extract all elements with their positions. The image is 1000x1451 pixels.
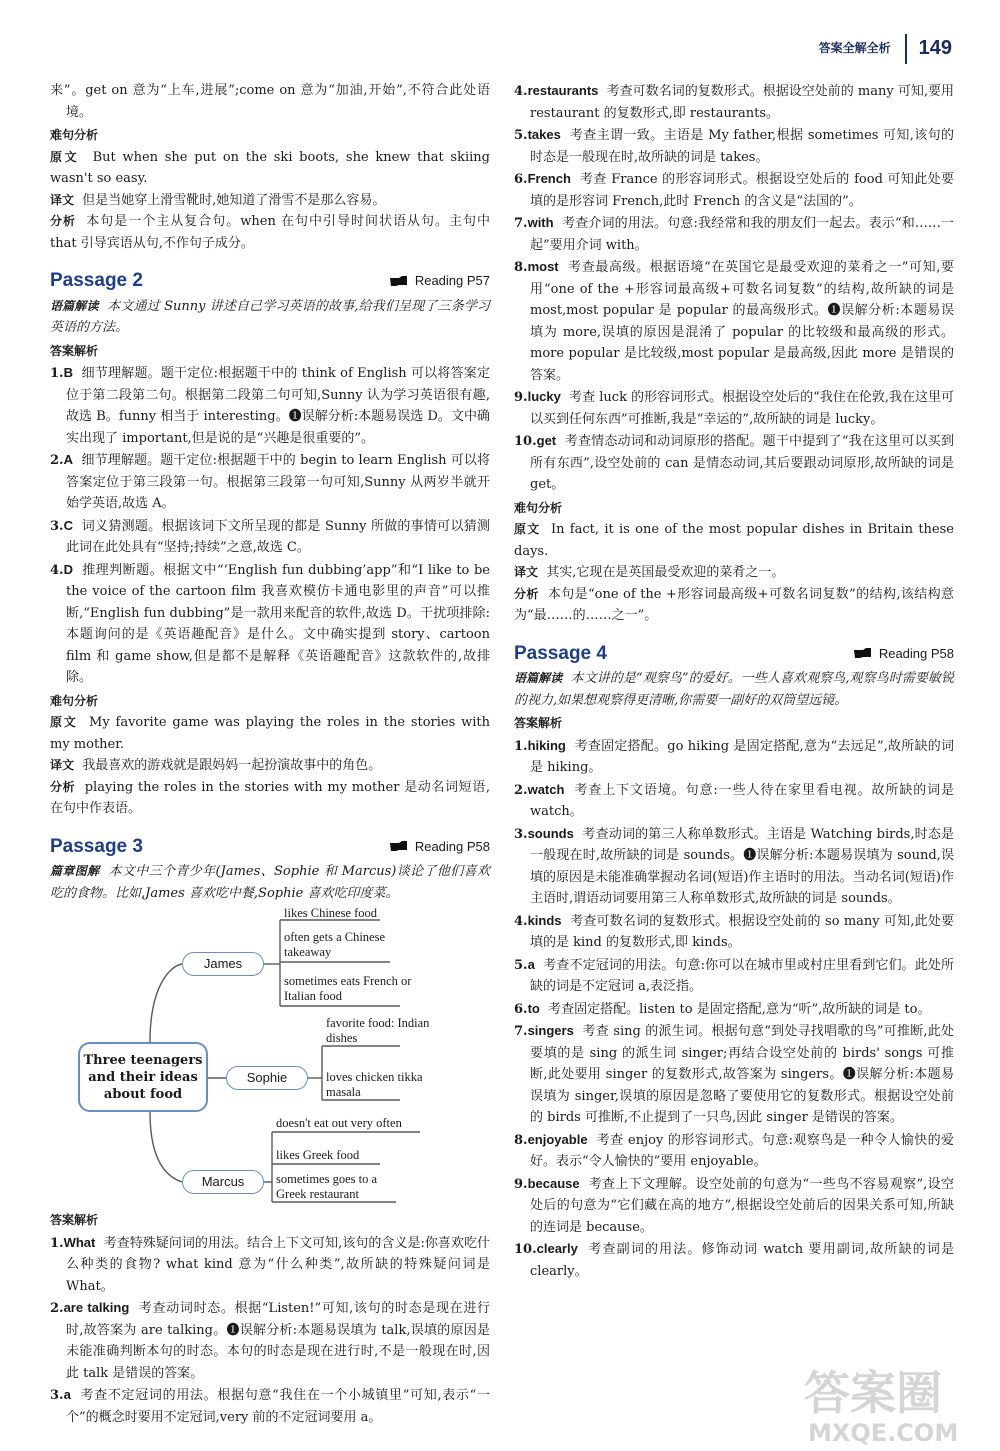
header-divider <box>905 34 907 64</box>
translation: 译文 我最喜欢的游戏就是跟妈妈一起扮演故事中的角色。 <box>50 758 382 773</box>
mind-map-leaf: often gets a Chinese takeaway <box>284 930 386 959</box>
answer-head: 答案解析 <box>514 716 563 730</box>
passage-3-header <box>50 836 490 858</box>
answer-item: 8.enjoyable 考查 enjoy 的形容词形式。句意:观察鸟是一种令人愉快的爱好。表示“令人愉快的”要用 enjoyable。 <box>514 1131 954 1169</box>
mind-map-leaf: likes Greek food <box>276 1148 360 1162</box>
answer-item: 6.to 考查固定搭配。listen to 是固定搭配,意为“听”,故所缺的词是 to。 <box>514 1000 931 1017</box>
right-column <box>514 80 954 1282</box>
watermark-text: 答案圈 <box>804 1366 942 1420</box>
watermark-logo <box>794 1357 974 1447</box>
analysis: 分析 playing the roles in the stories with my mother 是动名词短语,在句中作表语。 <box>50 779 490 816</box>
answer-item: 3.C 词义猜测题。根据该词下文所呈现的都是 Sunny 所做的事情可以猜测此词在此处具有“坚持;持续”之意,故选 C。 <box>50 517 490 555</box>
orig-sentence: 原文 But when she put on the ski boots, she knew that skiing wasn't so easy. <box>50 149 490 186</box>
translation: 译文 但是当她穿上滑雪靴时,她知道了滑雪不是那么容易。 <box>50 192 386 208</box>
answer-item: 9.because 考查上下文理解。设空处前的句意为“一些鸟不容易观察”,设空处后的句意为“它们藏在高的地方”,根据设空处前后的因果关系可知,所缺的连词是 because。 <box>514 1175 955 1235</box>
mind-map <box>50 906 490 1206</box>
mind-map-center: Three teenagers and their ideas about food <box>78 1042 208 1112</box>
watermark-url: MXQE.COM <box>808 1419 959 1447</box>
hard-sentence-head: 难句分析 <box>50 693 99 708</box>
answer-item: 10.get 考查情态动词和动词原形的搭配。题干中提到了“我在这里可以买到所有东西”,设空处前的 can 是情态动词,其后要跟动词原形,故所缺的词是 get。 <box>514 433 954 492</box>
mind-map-leaf: doesn't eat out very often <box>276 1116 402 1130</box>
page-header <box>819 34 952 64</box>
mind-map-node-james: James <box>182 952 264 976</box>
answer-item: 2.A 细节理解题。题干定位:根据题干中的 begin to learn English 可以将答案定位于第三段第一句。根据第三段第一句可知,Sunny 从两岁半就开始学英语,故选 A。 <box>50 452 491 511</box>
analysis: 分析 本句是一个主从复合句。when 在句中引导时间状语从句。主句中 that 引导宾语从句,不作句子成分。 <box>50 214 491 251</box>
hard-sentence-head: 难句分析 <box>50 128 99 142</box>
passage-3-ref: Reading P58 <box>389 836 490 858</box>
answer-head: 答案解析 <box>50 1213 99 1227</box>
orig-sentence: 原文 My favorite game was playing the roles in the stories with my mother. <box>50 715 490 752</box>
answer-item: 4.kinds 考查可数名词的复数形式。根据设空处前的 so many 可知,此处要填的是 kind 的复数形式,即 kinds。 <box>514 912 954 950</box>
mind-map-leaf: likes Chinese food <box>284 906 378 920</box>
analysis: 分析 本句是“one of the +形容词最高级+可数名词复数”的结构,该结构意为“最……的……之一”。 <box>514 586 955 623</box>
answer-item: 2.are talking 考查动词时态。根据“Listen!”可知,该句的时态是现在进行时,故答案为 are talking。❶误解分析:本题易误填为 talk,误填的原因是未能准确判断本句的时态。本句的时态是现在进行时,不是一般现在时,因此 talk 是错误的答案。 <box>50 1300 491 1381</box>
mind-map-leaf: sometimes eats French or Italian food <box>284 974 412 1003</box>
answer-head: 答案解析 <box>50 343 99 358</box>
answer-item: 2.watch 考查上下文语境。句意:一些人待在家里看电视。故所缺的词是 watch。 <box>514 781 954 819</box>
answer-item: 1.What 考查特殊疑问词的用法。结合上下文可知,该句的含义是:你喜欢吃什么种类的食物? what kind 意为“什么种类”,故所缺的特殊疑问词是 What。 <box>50 1234 491 1294</box>
orig-sentence: 原文 In fact, it is one of the most popular dishes in Britain these days. <box>514 522 954 559</box>
passage-3-intro: 篇章图解 本文中三个青少年(James、Sophie 和 Marcus)谈论了他们喜欢吃的食物。比如,James 喜欢吃中餐,Sophie 喜欢吃印度菜。 <box>50 864 490 901</box>
answer-item: 4.restaurants 考查可数名词的复数形式。根据设空处前的 many 可知,要用 restaurant 的复数形式,即 restaurants。 <box>514 83 954 121</box>
answer-item: 8.most 考查最高级。根据语境“在英国它是最受欢迎的菜肴之一”可知,要用“one of the +形容词最高级+可数名词复数”的结构,故所缺的词是 most,most popular 是 popular 的最高级形式。❶误解分析:本题易误填为 more,误填的原因是混淆了 popular 的比较级和最高级的形式。more popular 是比较级,most popular 是最高级,因此 more 是错误的答案。 <box>514 259 954 383</box>
answer-item: 7.with 考查介词的用法。句意:我经常和我的朋友们一起去。表示“和……一起”要用介词 with。 <box>514 215 954 253</box>
pointing-hand-icon <box>853 647 873 659</box>
pointing-hand-icon <box>389 840 409 852</box>
mind-map-leaf: sometimes goes to a Greek restaurant <box>276 1172 378 1201</box>
answer-item: 4.D 推理判断题。根据文中“‘English fun dubbing’app”和“I like to be the voice of the cartoon film 我喜欢模仿卡通电影里的声音”可以推断,“English fun dubbing”是一款用来配音的软件,故选 D。干扰项排除:本题询问的是《英语趣配音》是什么。文中确实提到 story、cartoon film 和 game show,但是都不是解释《英语趣配音》这款软件的,故排除。 <box>50 561 491 685</box>
header-label: 答案全解全析 <box>818 41 891 56</box>
answer-item: 1.hiking 考查固定搭配。go hiking 是固定搭配,意为“去远足”,故所缺的词是 hiking。 <box>514 737 955 775</box>
answer-item: 6.French 考查 France 的形容词形式。根据设空处后的 food 可知此处要填的是形容词 French,此时 French 的含义是“法国的”。 <box>514 171 954 209</box>
answer-item: 9.lucky 考查 luck 的形容词形式。根据设空处后的“我住在伦敦,我在这里可以买到任何东西”可推断,我是“幸运的”,故所缺的词是 lucky。 <box>514 389 955 427</box>
answer-item: 10.clearly 考查副词的用法。修饰动词 watch 要用副词,故所缺的词是 clearly。 <box>514 1241 955 1279</box>
page-number: 149 <box>918 37 952 60</box>
mind-map-leaf: favorite food: Indian dishes <box>326 1016 430 1045</box>
mind-map-leaf: loves chicken tikka masala <box>326 1070 423 1099</box>
continuation-text: 来”。get on 意为“上车,进展”;come on 意为“加油,开始”,不符合此处语境。 <box>50 83 490 120</box>
answer-item: 5.a 考查不定冠词的用法。句意:你可以在城市里或村庄里看到它们。此处所缺的词是不定冠词 a,表泛指。 <box>514 956 954 994</box>
passage-2-title: Passage 2 <box>50 270 143 291</box>
hard-sentence-head: 难句分析 <box>514 500 563 515</box>
passage-4-ref: Reading P58 <box>853 643 954 665</box>
pointing-hand-icon <box>389 275 409 287</box>
left-column <box>50 80 490 1428</box>
passage-4-intro: 语篇解读 本文讲的是“观察鸟”的爱好。一些人喜欢观察鸟,观察鸟时需要敏锐的视力,如果想观察得更清晰,你需要一副好的双筒望远镜。 <box>514 671 954 708</box>
translation: 译文 其实,它现在是英国最受欢迎的菜肴之一。 <box>514 565 785 580</box>
passage-2-header <box>50 270 490 292</box>
mind-map-node-marcus: Marcus <box>182 1170 264 1194</box>
answer-item: 7.singers 考查 sing 的派生词。根据句意“到处寻找唱歌的鸟”可推断,此处要填的是 sing 的派生词 singer;再结合设空处前的 birds' songs 可推断,此处要用 singer 的复数形式,故答案为 singers。❶误解分析:本题易误填为 singer,误填的原因是忽略了要使用它的复数形式。根据设空处前的 birds 可推断,不止提到了一只鸟,因此 singer 是错误的答案。 <box>514 1023 955 1125</box>
mind-map-node-sophie: Sophie <box>226 1066 308 1090</box>
answer-item: 1.B 细节理解题。题干定位:根据题干中的 think of English 可以将答案定位于第二段第二句。根据第二段第二句可知,Sunny 认为学习英语很有趣,故选 B。funny 相当于 interesting。❶误解分析:本题易误选 D。文中确实出现了 important,但是说的是“兴趣是很重要的”。 <box>50 365 490 446</box>
passage-4-header <box>514 643 954 665</box>
passage-3-title: Passage 3 <box>50 835 143 857</box>
passage-4-title: Passage 4 <box>514 642 607 664</box>
answer-item: 3.a 考查不定冠词的用法。根据句意“我住在一个小城镇里”可知,表示“一个”的概念时要用不定冠词,very 前的不定冠词要用 a。 <box>50 1387 490 1425</box>
answer-item: 5.takes 考查主谓一致。主语是 My father,根据 sometimes 可知,该句的时态是一般现在时,故所缺的词是 takes。 <box>514 127 955 165</box>
answer-item: 3.sounds 考查动词的第三人称单数形式。主语是 Watching birds,时态是一般现在时,故所缺的词是 sounds。❶误解分析:本题易误填为 sound,误填的原因是未能准确掌握动名词(短语)作主语时的用法。当动名词(短语)作主语时,谓语动词要用第三人称单数形式,故所缺的词是 sounds。 <box>514 825 954 906</box>
passage-2-ref: Reading P57 <box>389 270 490 292</box>
passage-2-intro: 语篇解读 本文通过 Sunny 讲述自己学习英语的故事,给我们呈现了三条学习英语的方法。 <box>50 298 491 335</box>
